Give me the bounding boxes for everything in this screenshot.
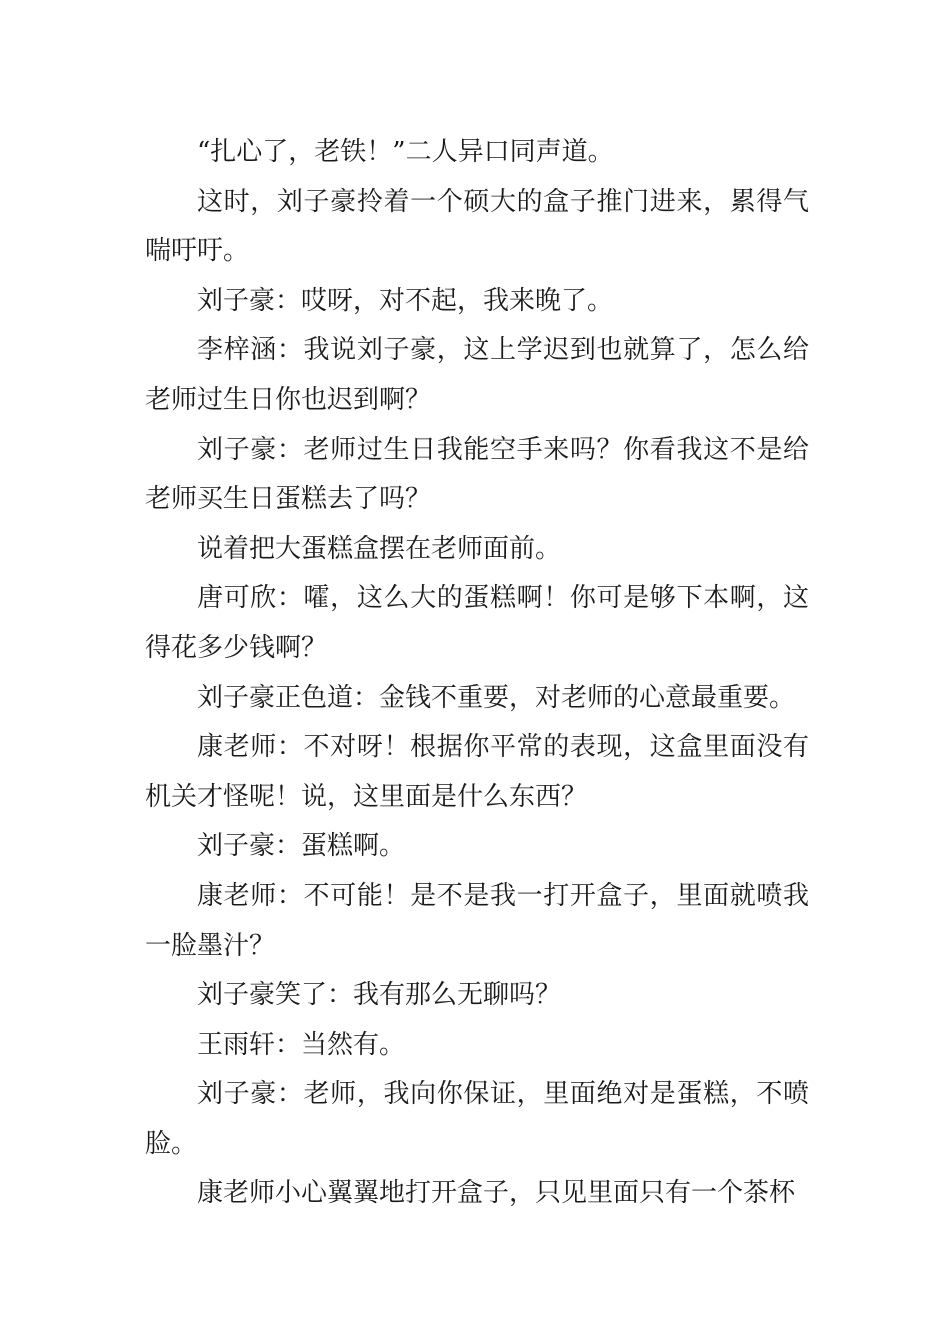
paragraph: 王雨轩：当然有。 — [197, 1029, 406, 1060]
paragraph: 康老师：不可能！是不是我一打开盒子，里面就喷我一脸墨汁？ — [145, 880, 809, 961]
paragraph: 刘子豪：哎呀，对不起，我来晚了。 — [197, 285, 614, 316]
paragraph: 说着把大蛋糕盒摆在老师面前。 — [197, 533, 562, 564]
paragraph: 刘子豪正色道：金钱不重要，对老师的心意最重要。 — [197, 682, 796, 713]
paragraph: 唐可欣：嚯，这么大的蛋糕啊！你可是够下本啊，这得花多少钱啊？ — [145, 583, 809, 663]
paragraph: 刘子豪：老师过生日我能空手来吗？你看我这不是给老师买生日蛋糕去了吗？ — [145, 434, 809, 515]
paragraph: 刘子豪：蛋糕啊。 — [197, 831, 406, 862]
paragraph: 刘子豪笑了：我有那么无聊吗？ — [197, 980, 562, 1011]
paragraph: 李梓涵：我说刘子豪，这上学迟到也就算了，怎么给老师过生日你也迟到啊？ — [145, 335, 809, 415]
paragraph: 刘子豪：老师，我向你保证，里面绝对是蛋糕，不喷脸。 — [145, 1079, 809, 1159]
paragraph: “扎心了，老铁！”二人异口同声道。 — [197, 137, 614, 167]
document-body — [145, 128, 809, 1219]
paragraph: 康老师：不对呀！根据你平常的表现，这盒里面没有机关才怪呢！说，这里面是什么东西？ — [145, 732, 809, 812]
paragraph: 康老师小心翼翼地打开盒子，只见里面只有一个茶杯 — [197, 1178, 796, 1209]
paragraph: 这时，刘子豪拎着一个硕大的盒子推门进来，累得气喘吁吁。 — [145, 186, 809, 267]
